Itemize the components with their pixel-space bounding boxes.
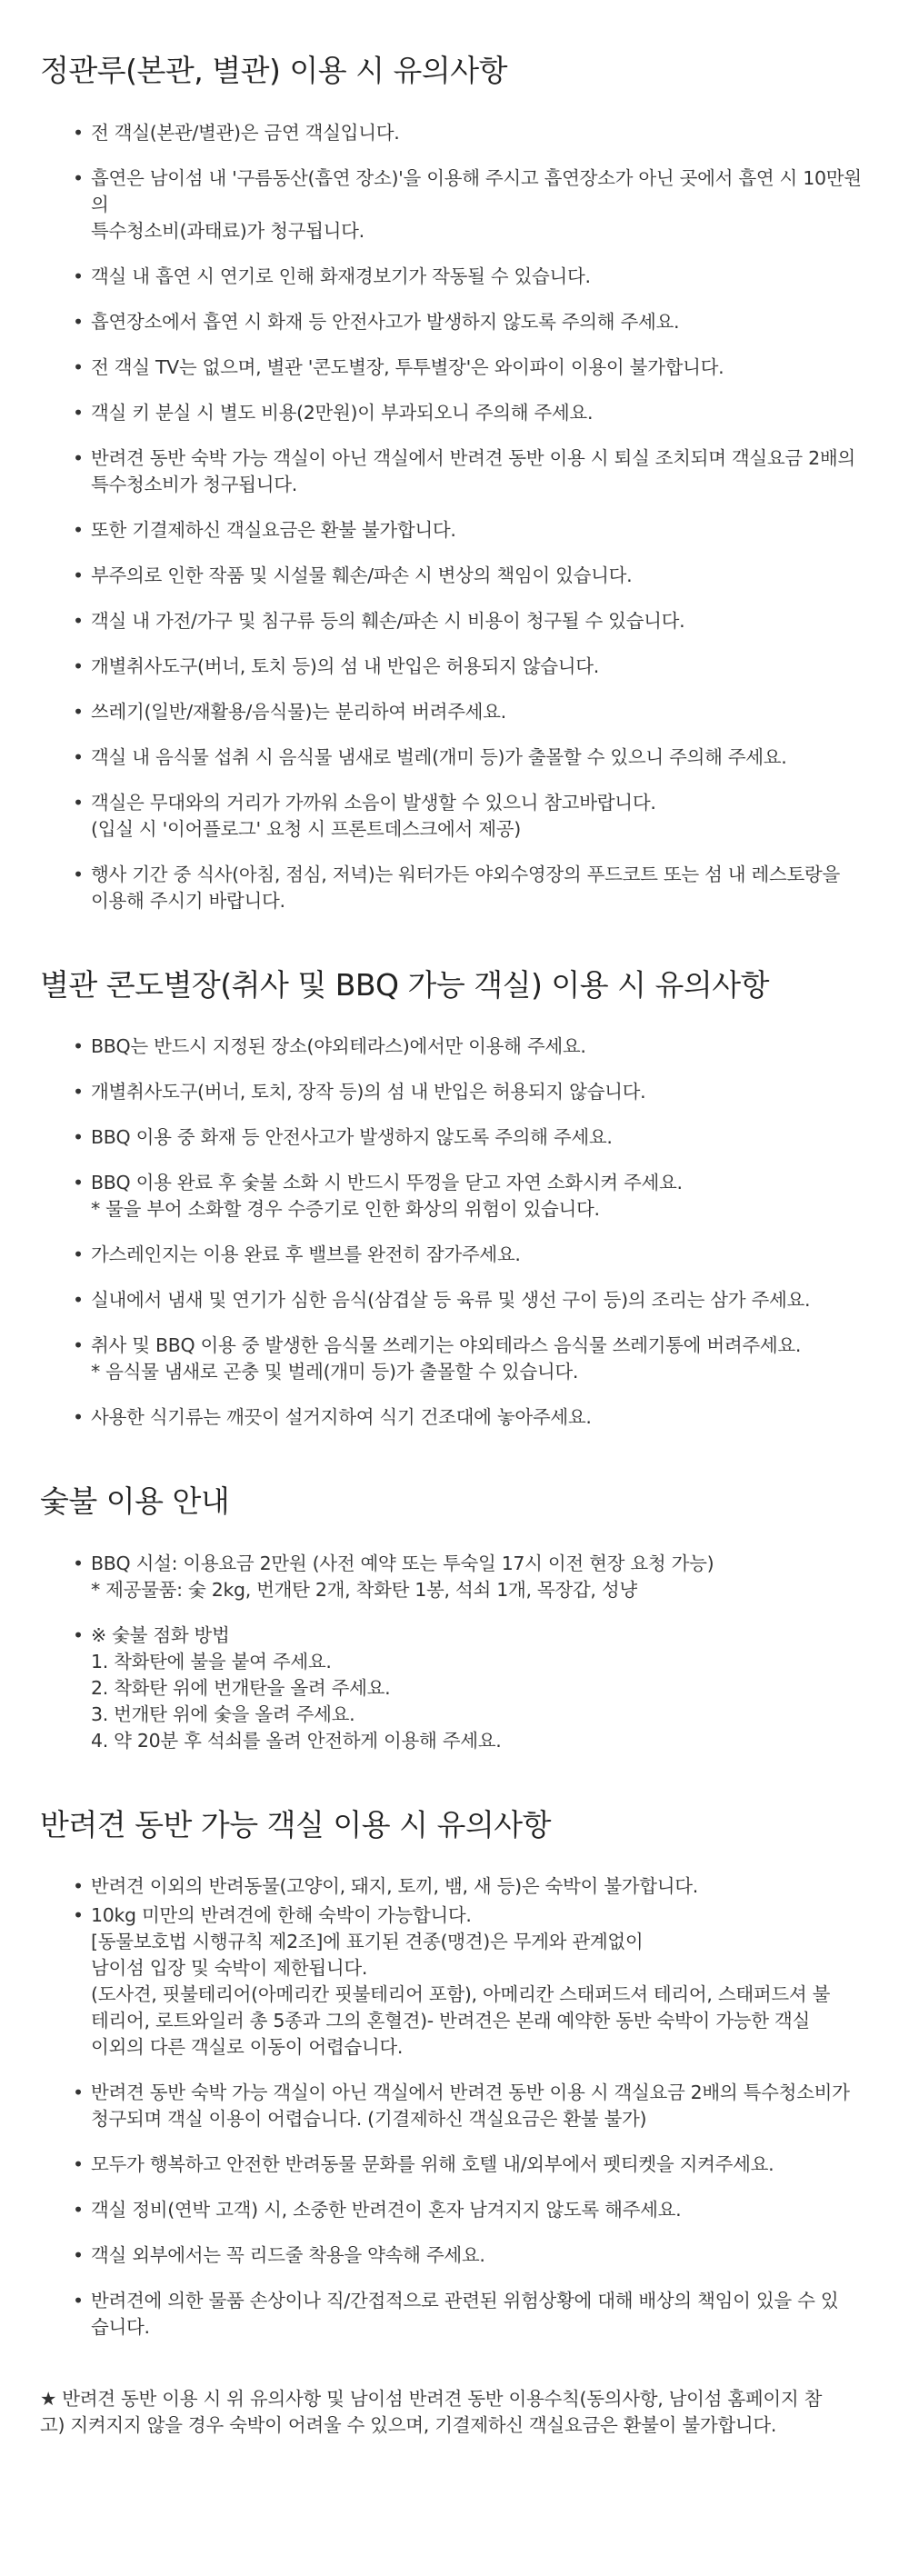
pet-room-rules-section	[40, 1807, 869, 2341]
rule-item	[73, 790, 869, 843]
rule-text-line: • ※ 숯불 점화 방법	[91, 1623, 230, 1646]
rule-item	[73, 517, 869, 544]
section-title: 반려견 동반 가능 객실 이용 시 유의사항	[40, 1806, 551, 1842]
rule-text-line: • 객실 정비(연박 고객) 시, 소중한 반려견이 혼자 남겨지지 않도록 해주세요.	[91, 2199, 682, 2222]
rule-item	[73, 1551, 869, 1603]
rule-item	[73, 400, 869, 426]
rule-text-line: • 전 객실 TV는 없으며, 별관 '콘도별장, 투투별장'은 와이파이 이용이 불가합니다.	[91, 355, 724, 378]
rule-item	[73, 862, 869, 914]
rule-text-line: 테리어, 로트와일러 총 5종과 그의 혼혈견)- 반려견은 본래 예약한 동반 숙박이 가능한 객실	[91, 2010, 810, 2032]
rule-item	[73, 354, 869, 381]
rule-text-line: • BBQ 이용 중 화재 등 안전사고가 발생하지 않도록 주의해 주세요.	[91, 1126, 613, 1149]
rule-text-line: • 반려견 동반 숙박 가능 객실이 아닌 객실에서 반려견 동반 이용 시 퇴실 조치되며 객실요금 2배의	[91, 446, 855, 469]
rule-text-line: 청구되며 객실 이용이 어렵습니다. (기결제하신 객실요금은 환불 불가)	[91, 2108, 647, 2131]
rule-text-line: 특수청소비가 청구됩니다.	[91, 473, 297, 495]
rule-text-line: 4. 약 20분 후 석쇠를 올려 안전하게 이용해 주세요.	[91, 1729, 502, 1752]
rule-text-line: • 사용한 식기류는 깨끗이 설거지하여 식기 건조대에 놓아주세요.	[91, 1406, 592, 1429]
notice-sections	[40, 53, 869, 2341]
rule-text-line: • 객실 외부에서는 꼭 리드줄 착용을 약속해 주세요.	[91, 2244, 485, 2267]
footer-note-line: 고) 지켜지지 않을 경우 숙박이 어려울 수 있으며, 기결제하신 객실요금은 환불이 불가합니다.	[40, 2414, 777, 2437]
rule-item	[73, 1333, 869, 1385]
rule-text-line: • 흡연장소에서 흡연 시 화재 등 안전사고가 발생하지 않도록 주의해 주세요.	[91, 310, 680, 333]
rule-item	[73, 1404, 869, 1431]
rule-text-line: • BBQ는 반드시 지정된 장소(야외테라스)에서만 이용해 주세요.	[91, 1035, 586, 1058]
rule-item	[73, 1622, 869, 1754]
footer-note-line: ★ 반려견 동반 이용 시 위 유의사항 및 남이섬 반려견 동반 이용수칙(동의사항, 남이섬 홈페이지 참	[40, 2388, 823, 2411]
rule-text-line: • 반려견 동반 숙박 가능 객실이 아닌 객실에서 반려견 동반 이용 시 객실요금 2배의 특수청소비가	[91, 2082, 850, 2104]
rule-item	[73, 654, 869, 680]
rule-item	[73, 2288, 869, 2341]
rule-item	[73, 1873, 869, 1900]
rule-item	[73, 445, 869, 498]
rule-text-line: • 또한 기결제하신 객실요금은 환불 불가합니다.	[91, 518, 456, 541]
rule-text-line: (도사견, 핏불테리어(아메리칸 핏불테리어 포함), 아메리칸 스태퍼드셔 테리어, 스태퍼드셔 불	[91, 1983, 831, 2006]
rule-text-line: • 개별취사도구(버너, 토치 등)의 섬 내 반입은 허용되지 않습니다.	[91, 654, 599, 677]
rule-text-line: • 쓰레기(일반/재활용/음식물)는 분리하여 버려주세요.	[91, 700, 506, 723]
rule-text-line: [동물보호법 시행규칙 제2조]에 표기된 견종(맹견)은 무게와 관계없이	[91, 1931, 644, 1953]
rule-text-line: * 물을 부어 소화할 경우 수증기로 인한 화상의 위험이 있습니다.	[91, 1198, 600, 1221]
rule-item	[73, 608, 869, 634]
rule-item	[73, 1124, 869, 1151]
rule-text-line: • 객실 키 분실 시 별도 비용(2만원)이 부과되오니 주의해 주세요.	[91, 401, 594, 424]
rule-item	[73, 2242, 869, 2269]
rule-text-line: • 가스레인지는 이용 완료 후 밸브를 완전히 잠가주세요.	[91, 1243, 521, 1266]
rule-text-line: • 개별취사도구(버너, 토치, 장작 등)의 섬 내 반입은 허용되지 않습니다.	[91, 1081, 646, 1103]
rule-text-line: • 모두가 행복하고 안전한 반려동물 문화를 위해 호텔 내/외부에서 펫티켓을 지켜주세요.	[91, 2153, 774, 2176]
charcoal-guide-section	[40, 1483, 869, 1754]
rule-text-line: • 전 객실(본관/별관)은 금연 객실입니다.	[91, 121, 400, 144]
rule-text-line: • 반려견 이외의 반려동물(고양이, 돼지, 토끼, 뱀, 새 등)은 숙박이 불가합니다.	[91, 1875, 699, 1898]
rule-item	[73, 1079, 869, 1105]
rule-item	[73, 1287, 869, 1313]
rule-text-line: • 취사 및 BBQ 이용 중 발생한 음식물 쓰레기는 야외테라스 음식물 쓰레기통에 버려주세요.	[91, 1334, 802, 1357]
rule-text-line: 이외의 다른 객실로 이동이 어렵습니다.	[91, 2036, 404, 2059]
rule-item	[73, 2080, 869, 2132]
rule-item	[73, 264, 869, 290]
rule-item	[73, 563, 869, 589]
rule-text-line: (입실 시 '이어플로그' 요청 시 프론트데스크에서 제공)	[91, 817, 521, 840]
rule-text-line: • BBQ 이용 완료 후 숯불 소화 시 반드시 뚜껑을 닫고 자연 소화시켜 주세요.	[91, 1172, 683, 1194]
rule-text-line: * 음식물 냄새로 곤충 및 벌레(개미 등)가 출몰할 수 있습니다.	[91, 1361, 579, 1383]
rule-list	[40, 1551, 869, 1754]
rule-text-line: • 반려견에 의한 물품 손상이나 직/간접적으로 관련된 위험상황에 대해 배상의 책임이 있을 수 있	[91, 2290, 839, 2312]
rule-item	[73, 699, 869, 725]
rule-text-line: 특수청소비(과태료)가 청구됩니다.	[91, 219, 365, 242]
rule-text-line: • 흡연은 남이섬 내 '구름동산(흡연 장소)'을 이용해 주시고 흡연장소가 아닌 곳에서 흡연 시 10만원의	[91, 166, 862, 215]
rule-text-line: 3. 번개탄 위에 숯을 올려 주세요.	[91, 1702, 355, 1725]
section-title: 정관루(본관, 별관) 이용 시 유의사항	[40, 53, 507, 88]
rule-item	[73, 744, 869, 771]
main-building-rules-section	[40, 53, 869, 914]
rule-text-line: 습니다.	[91, 2316, 150, 2339]
rule-item	[73, 1242, 869, 1268]
rule-text-line: 1. 착화탄에 불을 붙여 주세요.	[91, 1650, 332, 1672]
rule-list	[40, 1873, 869, 2341]
rule-item	[73, 2197, 869, 2223]
rule-list	[40, 1033, 869, 1431]
section-title: 별관 콘도별장(취사 및 BBQ 가능 객실) 이용 시 유의사항	[40, 966, 769, 1003]
rule-item	[73, 1902, 869, 2061]
rule-item	[73, 165, 869, 245]
rule-text-line: • 객실 내 음식물 섭취 시 음식물 냄새로 벌레(개미 등)가 출몰할 수 있으니 주의해 주세요.	[91, 745, 787, 768]
rule-text-line: • 10kg 미만의 반려견에 한해 숙박이 가능합니다.	[91, 1904, 472, 1927]
section-title: 숯불 이용 안내	[40, 1483, 230, 1520]
rule-text-line: 이용해 주시기 바랍니다.	[91, 889, 285, 912]
rule-text-line: • 객실 내 가전/가구 및 침구류 등의 훼손/파손 시 비용이 청구될 수 있습니다.	[91, 609, 685, 632]
rule-text-line: * 제공물품: 숯 2kg, 번개탄 2개, 착화탄 1봉, 석쇠 1개, 목장갑, 성냥	[91, 1578, 637, 1601]
rule-text-line: 2. 착화탄 위에 번개탄을 올려 주세요.	[91, 1676, 391, 1699]
rule-text-line: • 객실 내 흡연 시 연기로 인해 화재경보기가 작동될 수 있습니다.	[91, 265, 591, 287]
rule-text-line: • 실내에서 냄새 및 연기가 심한 음식(삼겹살 등 육류 및 생선 구이 등)의 조리는 삼가 주세요.	[91, 1289, 811, 1312]
rule-text-line: 남이섬 입장 및 숙박이 제한됩니다.	[91, 1957, 368, 1980]
rule-text-line: • BBQ 시설: 이용요금 2만원 (사전 예약 또는 투숙일 17시 이전 현장 요청 가능)	[91, 1552, 714, 1574]
condo-bbq-rules-section	[40, 967, 869, 1432]
rule-item	[73, 120, 869, 146]
rule-list	[40, 120, 869, 914]
pet-policy-footer-note	[40, 2386, 869, 2439]
rule-text-line: • 객실은 무대와의 거리가 가까워 소음이 발생할 수 있으니 참고바랍니다.	[91, 791, 656, 814]
rule-text-line: • 행사 기간 중 식사(아침, 점심, 저녁)는 워터가든 야외수영장의 푸드코트 또는 섬 내 레스토랑을	[91, 863, 841, 885]
rule-item	[73, 1170, 869, 1223]
rule-text-line: • 부주의로 인한 작품 및 시설물 훼손/파손 시 변상의 책임이 있습니다.	[91, 564, 633, 586]
rule-item	[73, 1033, 869, 1060]
rule-item	[73, 2152, 869, 2178]
rule-item	[73, 309, 869, 335]
